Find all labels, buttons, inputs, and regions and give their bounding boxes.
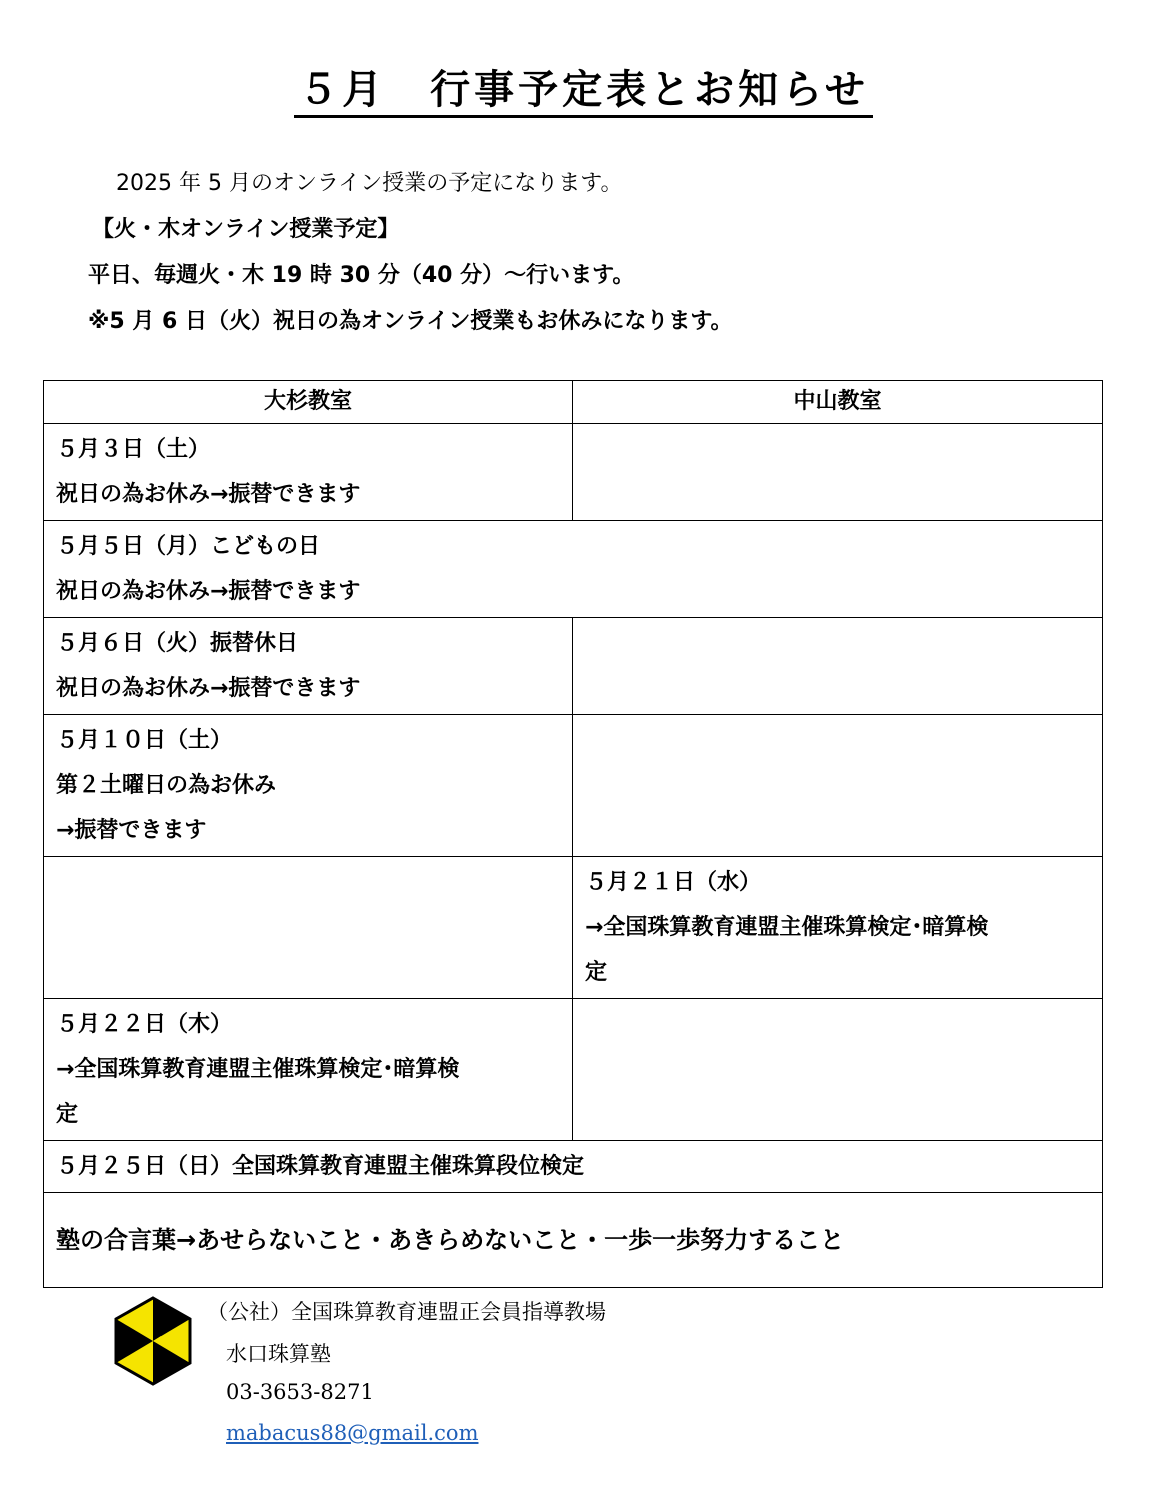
cell-full — [44, 521, 1103, 618]
header-osugi: 大杉教室 — [44, 381, 573, 424]
schedule-table — [43, 380, 1103, 1288]
footer-phone: 03-3653-8271 — [226, 1380, 374, 1404]
cell-text: ５月３日（土） — [56, 437, 211, 462]
footer-org: （公社）全国珠算教育連盟正会員指導教場 — [207, 1300, 606, 1324]
page-title-wrap — [0, 58, 1167, 115]
cell-text: ５月２２日（木） — [56, 1012, 233, 1037]
table-row — [44, 715, 1103, 857]
cell-right — [573, 715, 1103, 857]
cell-text: 第２土曜日の為お休み — [56, 773, 277, 798]
cell-text: 定 — [585, 960, 608, 985]
cell-text: ５月２１日（水） — [585, 870, 762, 895]
table-row — [44, 857, 1103, 999]
cell-left — [44, 715, 573, 857]
cell-text: →全国珠算教育連盟主催珠算検定･暗算検 — [56, 1057, 460, 1082]
motto-text: 塾の合言葉→あせらないこと・あきらめないこと・一歩一歩努力すること — [56, 1225, 845, 1254]
table-row — [44, 521, 1103, 618]
intro-line-4: ※5 月 6 日（火）祝日の為オンライン授業もお休みになります。 — [88, 309, 733, 334]
table-row — [44, 618, 1103, 715]
header-nakayama: 中山教室 — [573, 381, 1103, 424]
cell-text: ５月５日（月）こどもの日 — [56, 534, 321, 559]
cell-text: ５月２５日（日）全国珠算教育連盟主催珠算段位検定 — [56, 1154, 585, 1179]
cell-left — [44, 857, 573, 999]
page-title: ５月 行事予定表とお知らせ — [294, 67, 873, 118]
cell-text: 定 — [56, 1102, 79, 1127]
table-row — [44, 999, 1103, 1141]
intro-line-3: 平日、毎週火・木 19 時 30 分（40 分）～行います。 — [88, 263, 635, 288]
table-row — [44, 1141, 1103, 1193]
intro-line-2: 【火・木オンライン授業予定】 — [92, 217, 400, 242]
cell-right — [573, 999, 1103, 1141]
table-row — [44, 424, 1103, 521]
cell-text: →全国珠算教育連盟主催珠算検定･暗算検 — [585, 915, 989, 940]
cell-right — [573, 618, 1103, 715]
hexagon-logo-icon — [113, 1296, 193, 1386]
cell-left — [44, 424, 573, 521]
cell-full — [44, 1141, 1103, 1193]
cell-text: ５月１０日（土） — [56, 728, 233, 753]
table-header-row — [44, 381, 1103, 424]
cell-right — [573, 857, 1103, 999]
motto-cell — [44, 1193, 1103, 1288]
cell-right — [573, 424, 1103, 521]
footer-school-name: 水口珠算塾 — [226, 1342, 331, 1366]
cell-text: ５月６日（火）振替休日 — [56, 631, 299, 656]
cell-text: 祝日の為お休み→振替できます — [56, 482, 361, 507]
cell-text: →振替できます — [56, 818, 207, 843]
cell-left — [44, 999, 573, 1141]
table-row — [44, 1193, 1103, 1288]
cell-text: 祝日の為お休み→振替できます — [56, 676, 361, 701]
intro-line-1: 2025 年 5 月のオンライン授業の予定になります。 — [116, 171, 623, 196]
cell-left — [44, 618, 573, 715]
footer-email-link[interactable]: mabacus88@gmail.com — [226, 1421, 479, 1445]
cell-text: 祝日の為お休み→振替できます — [56, 579, 361, 604]
